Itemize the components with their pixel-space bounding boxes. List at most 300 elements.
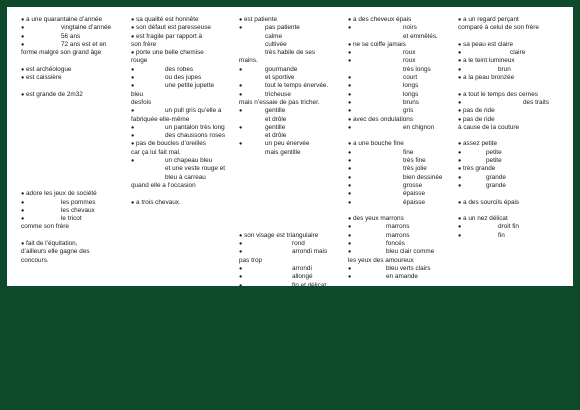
bullet-icon: ● xyxy=(348,108,352,115)
line-text: les pommes xyxy=(61,198,96,206)
line-text: avec des ondulations xyxy=(353,115,414,123)
bullet-icon: ● xyxy=(458,158,462,165)
bullet-icon: ● xyxy=(239,66,243,73)
text-line xyxy=(458,57,568,65)
line-text: un pull gris qu’elle a xyxy=(165,107,222,115)
bullet-icon: ● xyxy=(458,17,462,23)
bullet-icon: ● xyxy=(131,158,135,165)
text-line xyxy=(131,199,234,207)
line-text: a tout le temps des cernes xyxy=(463,90,538,98)
line-text: bleu xyxy=(131,90,144,98)
bullet-icon: ● xyxy=(458,50,462,57)
line-text: vingtaine d’année xyxy=(61,24,112,32)
text-line xyxy=(348,49,452,57)
bullet-icon: ● xyxy=(348,158,352,165)
bullet-icon: ● xyxy=(239,83,243,90)
line-text: pas trop xyxy=(239,256,263,264)
line-text: le tricot xyxy=(61,215,82,223)
line-text: a un nez délicat xyxy=(463,215,508,223)
text-line xyxy=(458,107,568,115)
bullet-icon: ● xyxy=(348,58,352,65)
line-gap xyxy=(458,82,568,90)
line-text: quand elle a l’occasion xyxy=(131,181,196,189)
line-text: claire xyxy=(510,49,526,57)
text-line xyxy=(131,66,234,74)
text-line xyxy=(239,33,341,41)
bullet-icon: ● xyxy=(348,83,352,90)
text-line xyxy=(239,66,341,74)
bullet-icon: ● xyxy=(348,241,352,248)
bullet-icon: ● xyxy=(348,182,352,189)
line-text: très jolie xyxy=(403,165,427,173)
line-text: pas de ride xyxy=(463,115,495,123)
line-gap xyxy=(348,207,452,215)
bullet-icon: ● xyxy=(348,199,352,206)
text-line xyxy=(348,82,452,90)
line-text: bleu clair comme xyxy=(386,248,435,256)
line-text: a le teint lumineux xyxy=(463,57,515,65)
text-line xyxy=(348,199,452,207)
bullet-icon: ● xyxy=(131,133,135,140)
text-line xyxy=(131,116,234,124)
line-text: forme malgré son grand âge xyxy=(21,49,102,57)
text-line xyxy=(348,140,452,148)
text-line xyxy=(239,140,341,148)
bullet-icon: ● xyxy=(348,224,352,231)
line-text: sa peau est claire xyxy=(463,40,514,48)
line-text: épaisse xyxy=(403,198,426,206)
text-line xyxy=(131,82,234,90)
bullet-icon: ● xyxy=(131,66,135,73)
bullet-icon: ● xyxy=(239,265,243,272)
text-line xyxy=(348,16,452,24)
line-text: brun xyxy=(498,65,511,73)
line-text: et drôle xyxy=(265,132,287,140)
text-line xyxy=(458,41,568,49)
text-line xyxy=(21,248,121,256)
line-text: gris xyxy=(403,107,414,115)
line-text: très fine xyxy=(403,157,426,165)
text-line xyxy=(348,99,452,107)
bullet-icon: ● xyxy=(348,17,352,23)
bullet-icon: ● xyxy=(131,75,135,82)
column-2 xyxy=(131,16,234,207)
text-line xyxy=(21,33,121,41)
bullet-icon: ● xyxy=(131,17,135,23)
text-line xyxy=(239,265,341,273)
line-text: est caissière xyxy=(26,74,62,82)
text-line xyxy=(21,49,121,57)
line-text: bruns xyxy=(403,98,419,106)
text-line xyxy=(21,190,121,198)
bullet-icon: ● xyxy=(131,50,135,57)
line-text: a trois chevaux. xyxy=(136,198,181,206)
text-line xyxy=(348,24,452,32)
line-text: et une veste rouge et xyxy=(165,165,226,173)
text-line xyxy=(348,116,452,124)
line-text: concours. xyxy=(21,256,49,264)
text-line xyxy=(348,223,452,231)
line-text: en amande xyxy=(386,273,418,281)
bullet-icon: ● xyxy=(348,274,352,281)
line-text: cultivée xyxy=(265,40,287,48)
bullet-icon: ● xyxy=(21,41,25,48)
bullet-icon: ● xyxy=(239,274,243,281)
text-line xyxy=(131,91,234,99)
bullet-icon: ● xyxy=(239,91,243,98)
bullet-icon: ● xyxy=(239,241,243,248)
line-text: bien dessinée xyxy=(403,173,443,181)
line-text: court xyxy=(403,74,418,82)
bullet-icon: ● xyxy=(348,75,352,82)
bullet-icon: ● xyxy=(239,232,243,239)
bullet-icon: ● xyxy=(239,17,243,23)
line-text: adore les jeux de société xyxy=(26,190,97,198)
text-line xyxy=(348,149,452,157)
line-text: allongé xyxy=(292,273,313,281)
text-line xyxy=(458,116,568,124)
line-text: roux xyxy=(403,49,416,57)
bullet-icon: ● xyxy=(458,99,462,106)
text-line xyxy=(239,149,341,157)
bullet-icon: ● xyxy=(458,224,462,231)
text-line xyxy=(239,107,341,115)
line-text: et emmêlés. xyxy=(403,32,438,40)
line-text: un pantalon très long xyxy=(165,123,225,131)
bullet-icon: ● xyxy=(131,199,135,206)
bullet-icon: ● xyxy=(348,166,352,173)
line-text: son visage est triangulaire xyxy=(244,231,319,239)
bullet-icon: ● xyxy=(348,149,352,156)
text-line xyxy=(458,66,568,74)
line-gap xyxy=(458,33,568,41)
text-line xyxy=(348,157,452,165)
line-text: bleu verts clairs xyxy=(386,264,431,272)
line-text: grande xyxy=(486,181,506,189)
bullet-icon: ● xyxy=(21,241,25,248)
line-text: un chapeau bleu xyxy=(165,157,213,165)
line-text: très grande xyxy=(463,165,496,173)
line-text: des robes xyxy=(165,65,194,73)
line-text: épaisse xyxy=(403,190,426,198)
line-text: 56 ans xyxy=(61,32,81,40)
text-line xyxy=(458,91,568,99)
bullet-icon: ● xyxy=(458,41,462,48)
line-text: son frère xyxy=(131,40,157,48)
text-line xyxy=(348,66,452,74)
line-text: est patiente xyxy=(244,16,278,23)
line-text: longs xyxy=(403,82,419,90)
line-text: a des cheveux épais xyxy=(353,16,412,23)
line-text: rond xyxy=(292,240,305,248)
bullet-icon: ● xyxy=(21,33,25,40)
bullet-icon: ● xyxy=(348,41,352,48)
line-text: très habile de ses xyxy=(265,49,316,57)
line-text: a une bouche fine xyxy=(353,140,404,148)
bullet-icon: ● xyxy=(348,116,352,123)
text-line xyxy=(131,149,234,157)
text-line xyxy=(131,140,234,148)
line-text: mais gentille xyxy=(265,148,301,156)
bullet-icon: ● xyxy=(458,141,462,148)
bullet-icon: ● xyxy=(348,50,352,57)
line-text: fabriquée elle-même xyxy=(131,115,190,123)
line-text: comme son frère xyxy=(21,223,69,231)
bullet-icon: ● xyxy=(458,174,462,181)
text-line xyxy=(348,273,452,281)
bullet-icon: ● xyxy=(131,124,135,131)
text-line xyxy=(458,24,568,32)
bullet-icon: ● xyxy=(21,207,25,214)
text-line xyxy=(131,57,234,65)
line-text: fin xyxy=(498,231,505,239)
text-line xyxy=(239,41,341,49)
bullet-icon: ● xyxy=(458,199,462,206)
line-text: pas de boucles d’oreilles xyxy=(136,140,206,148)
line-text: longs xyxy=(403,90,419,98)
line-text: gourmande xyxy=(265,65,298,73)
bullet-icon: ● xyxy=(458,232,462,239)
line-gap xyxy=(21,82,121,90)
bullet-icon: ● xyxy=(131,25,135,32)
bullet-icon: ● xyxy=(21,191,25,198)
text-line xyxy=(458,149,568,157)
bullet-icon: ● xyxy=(348,141,352,148)
bullet-icon: ● xyxy=(348,174,352,181)
bullet-icon: ● xyxy=(348,249,352,256)
text-line xyxy=(458,182,568,190)
line-text: noirs xyxy=(403,24,417,32)
bullet-icon: ● xyxy=(239,249,243,256)
line-gap xyxy=(21,99,121,190)
line-text: mains. xyxy=(239,57,258,65)
line-text: marrons xyxy=(386,223,410,231)
line-text: porte une belle chemise xyxy=(136,49,204,57)
bullet-icon: ● xyxy=(348,25,352,32)
line-text: est archéologue xyxy=(26,65,72,73)
text-line xyxy=(239,91,341,99)
line-text: et drôle xyxy=(265,115,287,123)
text-line xyxy=(131,107,234,115)
text-line xyxy=(239,232,341,240)
text-line xyxy=(348,74,452,82)
line-text: car ça lui fait mal. xyxy=(131,148,181,156)
line-text: ou des jupes xyxy=(165,74,202,82)
line-text: gentille xyxy=(265,123,286,131)
text-line xyxy=(458,124,568,132)
line-gap xyxy=(21,232,121,240)
text-line xyxy=(239,82,341,90)
line-text: 72 ans est et en xyxy=(61,40,107,48)
text-line xyxy=(239,57,341,65)
text-line xyxy=(21,257,121,265)
text-line xyxy=(348,248,452,256)
bullet-icon: ● xyxy=(239,124,243,131)
column-5 xyxy=(458,16,568,240)
line-text: fine xyxy=(403,148,414,156)
bullet-icon: ● xyxy=(348,124,352,131)
text-line xyxy=(239,282,341,286)
bullet-icon: ● xyxy=(348,232,352,239)
line-text: grosse xyxy=(403,181,423,189)
text-line xyxy=(239,273,341,281)
line-text: sa qualité est honnête xyxy=(136,16,199,23)
line-text: arrondi xyxy=(292,264,312,272)
line-text: une petite jupette xyxy=(165,82,215,90)
document-page xyxy=(7,7,573,286)
text-line xyxy=(458,140,568,148)
text-line xyxy=(21,66,121,74)
bullet-icon: ● xyxy=(348,216,352,223)
text-line xyxy=(239,24,341,32)
text-line xyxy=(131,174,234,182)
bullet-icon: ● xyxy=(21,91,25,98)
text-line xyxy=(348,182,452,190)
bullet-icon: ● xyxy=(458,116,462,123)
line-text: droit fin xyxy=(498,223,519,231)
line-text: a une quarantaine d’année xyxy=(26,16,103,23)
text-line xyxy=(458,74,568,82)
line-text: a des sourcils épais xyxy=(463,198,520,206)
bullet-icon: ● xyxy=(458,108,462,115)
text-line xyxy=(239,257,341,265)
line-text: fin et délicat xyxy=(292,281,327,286)
text-line xyxy=(239,99,341,107)
line-text: desfois xyxy=(131,98,152,106)
line-text: est fragile par rapport à xyxy=(136,32,203,40)
text-line xyxy=(458,174,568,182)
line-text: et sportive xyxy=(265,74,295,82)
line-text: des chaussons roses xyxy=(165,132,226,140)
text-line xyxy=(21,207,121,215)
text-line xyxy=(348,190,452,198)
bullet-icon: ● xyxy=(458,58,462,65)
text-line xyxy=(348,265,452,273)
line-text: rouge xyxy=(131,57,148,65)
bullet-icon: ● xyxy=(458,75,462,82)
text-line xyxy=(348,232,452,240)
text-line xyxy=(348,41,452,49)
line-text: assez petite xyxy=(463,140,498,148)
text-line xyxy=(239,116,341,124)
line-text: à cause de la couture xyxy=(458,123,520,131)
bullet-icon: ● xyxy=(239,141,243,148)
bullet-icon: ● xyxy=(21,25,25,32)
text-line xyxy=(348,165,452,173)
line-text: gentille xyxy=(265,107,286,115)
line-text: grande xyxy=(486,173,506,181)
column-3 xyxy=(239,16,341,286)
line-gap xyxy=(458,190,568,198)
text-line xyxy=(458,165,568,173)
line-text: des traits xyxy=(523,98,549,106)
text-line xyxy=(131,124,234,132)
line-text: d’ailleurs elle gagne des xyxy=(21,248,90,256)
line-text: fait de l’équitation, xyxy=(26,240,78,248)
bullet-icon: ● xyxy=(458,166,462,173)
line-text: arrondi mais xyxy=(292,248,328,256)
bullet-icon: ● xyxy=(21,17,25,23)
text-line xyxy=(348,174,452,182)
text-line xyxy=(131,182,234,190)
line-text: est grande de 2m32 xyxy=(26,90,83,98)
line-gap xyxy=(239,157,341,232)
line-text: a la peau bronzée xyxy=(463,74,515,82)
line-text: petite xyxy=(486,157,502,165)
text-line xyxy=(21,74,121,82)
bullet-icon: ● xyxy=(458,91,462,98)
bullet-icon: ● xyxy=(21,66,25,73)
text-line xyxy=(348,257,452,265)
bullet-icon: ● xyxy=(131,33,135,40)
bullet-icon: ● xyxy=(458,149,462,156)
bullet-icon: ● xyxy=(348,265,352,272)
line-text: des yeux marrons xyxy=(353,215,404,223)
text-line xyxy=(131,33,234,41)
text-line xyxy=(348,91,452,99)
line-text: calme xyxy=(265,32,283,40)
line-text: comparé à celui de son frère xyxy=(458,24,539,32)
bullet-icon: ● xyxy=(458,66,462,73)
bullet-icon: ● xyxy=(131,108,135,115)
column-1 xyxy=(21,16,121,265)
bullet-icon: ● xyxy=(348,99,352,106)
line-text: foncés xyxy=(386,240,405,248)
text-line xyxy=(348,107,452,115)
line-text: très longs xyxy=(403,65,431,73)
bullet-icon: ● xyxy=(458,182,462,189)
text-line xyxy=(21,24,121,32)
line-text: petite xyxy=(486,148,502,156)
line-text: un peu énervée xyxy=(265,140,310,148)
bullet-icon: ● xyxy=(21,199,25,206)
line-text: a un regard perçant xyxy=(463,16,519,23)
line-text: roux xyxy=(403,57,416,65)
line-text: en chignon xyxy=(403,123,435,131)
line-text: tricheuse xyxy=(265,90,291,98)
bullet-icon: ● xyxy=(348,91,352,98)
text-line xyxy=(21,41,121,49)
text-line xyxy=(131,41,234,49)
text-line xyxy=(458,223,568,231)
text-line xyxy=(348,33,452,41)
line-text: mais n’essaie de pas tricher. xyxy=(239,98,320,106)
line-text: tout le temps énervée. xyxy=(265,82,329,90)
bullet-icon: ● xyxy=(131,141,135,148)
line-text: les chevaux xyxy=(61,206,95,214)
text-line xyxy=(21,199,121,207)
bullet-icon: ● xyxy=(21,216,25,223)
bullet-icon: ● xyxy=(239,25,243,32)
text-line xyxy=(458,232,568,240)
line-text: pas patiente xyxy=(265,24,300,32)
bullet-icon: ● xyxy=(21,75,25,82)
line-gap xyxy=(458,207,568,215)
bullet-icon: ● xyxy=(348,191,352,198)
line-gap xyxy=(21,57,121,65)
bullet-icon: ● xyxy=(239,282,243,286)
line-text: ne se coiffe jamais xyxy=(353,40,406,48)
bullet-icon: ● xyxy=(131,83,135,90)
line-text: bleu à carreau xyxy=(165,173,206,181)
text-line xyxy=(131,165,234,173)
text-line xyxy=(239,248,341,256)
text-line xyxy=(348,57,452,65)
text-line xyxy=(239,124,341,132)
column-4 xyxy=(348,16,452,282)
line-text: marrons xyxy=(386,231,410,239)
line-text: pas de ride xyxy=(463,107,495,115)
